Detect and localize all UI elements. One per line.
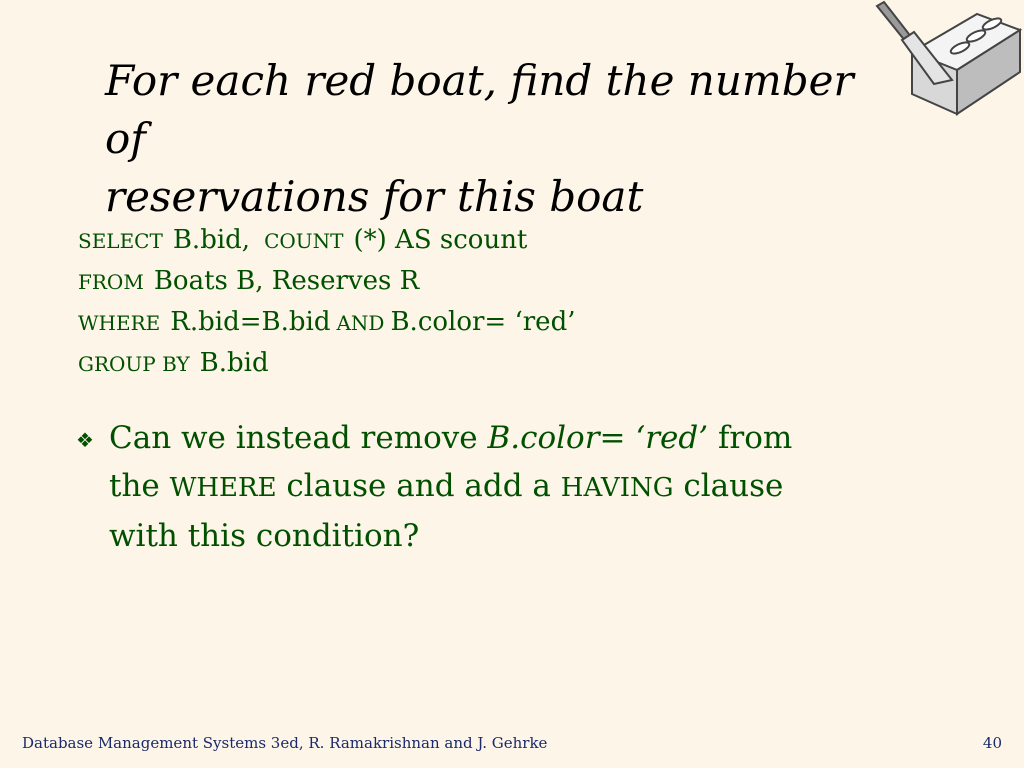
trowel-and-brick-icon — [872, 0, 1022, 118]
bullet-text-part: Can we instead remove — [109, 420, 488, 456]
sql-select-count-alias: (*) AS scount — [353, 225, 528, 255]
bullet-keyword-where: WHERE — [169, 473, 277, 503]
title-line-1: For each red boat, find the number of — [105, 56, 854, 163]
sql-select-line — [78, 220, 575, 261]
sql-select-columns: B.bid, — [172, 225, 251, 255]
sql-keyword-count: COUNT — [264, 229, 344, 253]
sql-groupby-column: B.bid — [199, 348, 269, 378]
bullet-text-italic: ‘red’ — [635, 420, 709, 456]
sql-where-join: R.bid=B.bid — [170, 307, 331, 337]
bullet-text-part: clause — [673, 468, 784, 504]
bullet-text-part: from — [708, 420, 793, 456]
bullet-text — [109, 414, 896, 560]
bullet-text-italic: B.color — [487, 420, 600, 456]
page-number: 40 — [982, 734, 1002, 752]
sql-query — [78, 220, 575, 384]
sql-keyword-group-by: GROUP BY — [78, 352, 190, 376]
sql-keyword-select: SELECT — [78, 229, 163, 253]
bullet-keyword-having: HAVING — [560, 473, 674, 503]
bullet-text-part: with this condition? — [109, 518, 420, 554]
slide-title — [105, 52, 895, 226]
sql-where-line — [78, 302, 575, 343]
bullet-text-part: clause and add a — [276, 468, 561, 504]
bullet-item — [76, 414, 896, 560]
sql-from-line — [78, 261, 575, 302]
slide-footer: Database Management Systems 3ed, R. Ramakrishnan and J. Gehrke — [22, 734, 548, 752]
sql-where-color: B.color= ‘red’ — [390, 307, 576, 337]
sql-keyword-where: WHERE — [78, 311, 161, 335]
title-line-2: reservations for this boat — [105, 172, 644, 221]
bullet-text-part: the — [109, 468, 170, 504]
sql-keyword-from: FROM — [78, 270, 144, 294]
bullet-diamond-icon: ❖ — [76, 428, 94, 452]
bullet-text-part: = — [599, 420, 636, 456]
sql-keyword-and: AND — [336, 311, 385, 335]
sql-groupby-line — [78, 343, 575, 384]
sql-from-tables: Boats B, Reserves R — [153, 266, 420, 296]
